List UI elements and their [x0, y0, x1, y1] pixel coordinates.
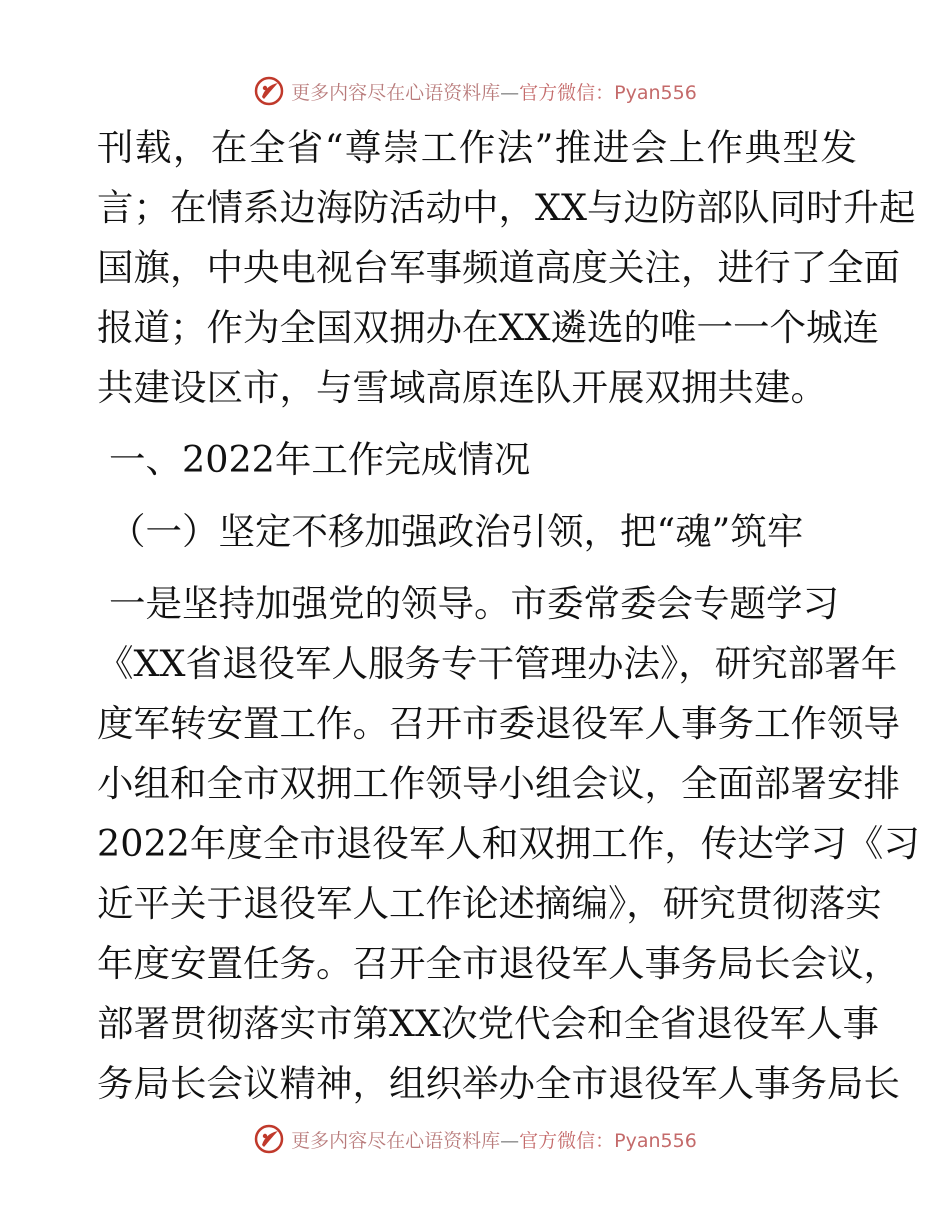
- section-heading: 一、2022年工作完成情况: [109, 438, 531, 481]
- paragraph-line: 小组和全市双拥工作领导小组会议，全面部署安排: [97, 762, 900, 805]
- paragraph-line: 度军转安置工作。召开市委退役军人事务工作领导: [97, 702, 900, 745]
- logo-icon: [253, 75, 285, 107]
- paragraph-line: 务局长会议精神，组织举办全市退役军人事务局长: [97, 1062, 900, 1105]
- paragraph-line: 部署贯彻落实市第XX次党代会和全省退役军人事: [97, 1002, 879, 1045]
- paragraph-line: 言；在情系边海防活动中，XX与边防部队同时升起: [97, 186, 916, 229]
- subsection-heading: （一）坚定不移加强政治引领，把“魂”筑牢: [109, 510, 804, 553]
- banner-wechat: 官方微信：Pyan556: [519, 1129, 697, 1152]
- paragraph-line: 共建设区市，与雪域高原连队开展双拥共建。: [97, 366, 827, 409]
- paragraph-line: 一是坚持加强党的领导。市委常委会专题学习: [109, 582, 839, 625]
- paragraph-line: 《XX省退役军人服务专干管理办法》，研究部署年: [97, 642, 898, 685]
- paragraph-line: 刊载，在全省“尊崇工作法”推进会上作典型发: [97, 126, 857, 169]
- banner-separator: —: [500, 1129, 520, 1152]
- banner-text: [291, 78, 697, 105]
- paragraph-line: 国旗，中央电视台军事频道高度关注，进行了全面: [97, 246, 900, 289]
- paragraph-line: 年度安置任务。召开全市退役军人事务局长会议，: [97, 942, 900, 985]
- logo-icon: [253, 1123, 285, 1155]
- paragraph-line: 近平关于退役军人工作论述摘编》，研究贯彻落实: [97, 882, 882, 925]
- banner-title: 更多内容尽在心语资料库: [291, 1129, 501, 1152]
- header-watermark-banner: [0, 71, 950, 111]
- footer-watermark-banner: [0, 1119, 950, 1159]
- document-body: [97, 118, 920, 1114]
- banner-wechat: 官方微信：Pyan556: [519, 81, 697, 104]
- paragraph-line: 2022年度全市退役军人和双拥工作，传达学习《习: [97, 822, 920, 865]
- banner-text: [291, 1126, 697, 1153]
- paragraph-line: 报道；作为全国双拥办在XX遴选的唯一一个城连: [97, 306, 879, 349]
- banner-separator: —: [500, 81, 520, 104]
- banner-title: 更多内容尽在心语资料库: [291, 81, 501, 104]
